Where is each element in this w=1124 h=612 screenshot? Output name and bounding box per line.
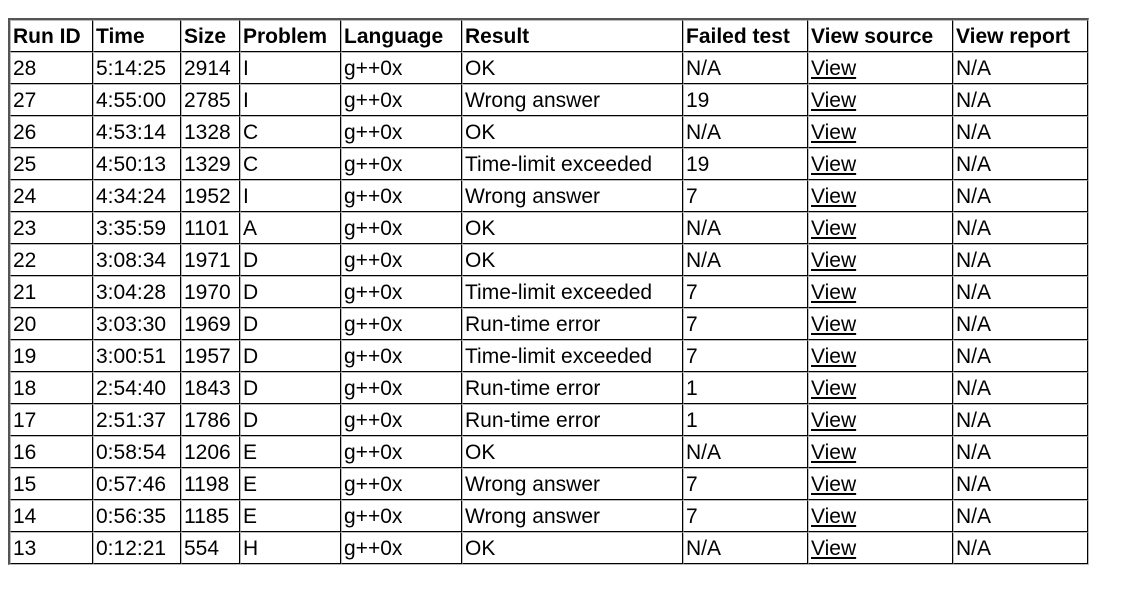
view-source-link[interactable]: View	[811, 216, 857, 240]
cell-view-report: N/A	[953, 52, 1088, 84]
cell-time: 0:57:46	[93, 468, 181, 500]
cell-size: 1969	[181, 308, 240, 340]
cell-view-source	[808, 436, 953, 468]
cell-time: 4:55:00	[93, 84, 181, 116]
cell-view-report: N/A	[953, 372, 1088, 404]
cell-problem: D	[240, 372, 341, 404]
view-source-link[interactable]: View	[811, 536, 857, 560]
table-body	[10, 52, 1088, 564]
table-row	[10, 468, 1088, 500]
view-source-link[interactable]: View	[811, 312, 857, 336]
cell-view-report: N/A	[953, 116, 1088, 148]
cell-problem: I	[240, 180, 341, 212]
cell-problem: I	[240, 84, 341, 116]
view-source-link[interactable]: View	[811, 248, 857, 272]
header-language: Language	[341, 20, 462, 52]
cell-view-report: N/A	[953, 276, 1088, 308]
cell-view-source	[808, 116, 953, 148]
cell-failed-test: 19	[683, 84, 808, 116]
cell-view-report: N/A	[953, 180, 1088, 212]
cell-run-id: 28	[10, 52, 93, 84]
table-row	[10, 404, 1088, 436]
cell-view-source	[808, 84, 953, 116]
cell-result: Wrong answer	[462, 180, 683, 212]
cell-view-source	[808, 532, 953, 564]
cell-view-source	[808, 500, 953, 532]
cell-result: Time-limit exceeded	[462, 148, 683, 180]
view-source-link[interactable]: View	[811, 280, 857, 304]
cell-size: 1843	[181, 372, 240, 404]
view-source-link[interactable]: View	[811, 376, 857, 400]
cell-time: 3:03:30	[93, 308, 181, 340]
table-row	[10, 116, 1088, 148]
cell-size: 1957	[181, 340, 240, 372]
cell-time: 4:34:24	[93, 180, 181, 212]
cell-language: g++0x	[341, 148, 462, 180]
cell-size: 1971	[181, 244, 240, 276]
cell-run-id: 25	[10, 148, 93, 180]
cell-language: g++0x	[341, 404, 462, 436]
cell-result: OK	[462, 532, 683, 564]
header-time: Time	[93, 20, 181, 52]
cell-time: 4:53:14	[93, 116, 181, 148]
view-source-link[interactable]: View	[811, 152, 857, 176]
cell-time: 3:00:51	[93, 340, 181, 372]
cell-problem: D	[240, 244, 341, 276]
view-source-link[interactable]: View	[811, 88, 857, 112]
table-header	[10, 20, 1088, 52]
cell-run-id: 22	[10, 244, 93, 276]
cell-language: g++0x	[341, 372, 462, 404]
header-size: Size	[181, 20, 240, 52]
view-source-link[interactable]: View	[811, 408, 857, 432]
cell-view-report: N/A	[953, 84, 1088, 116]
cell-language: g++0x	[341, 180, 462, 212]
cell-run-id: 26	[10, 116, 93, 148]
cell-result: Run-time error	[462, 404, 683, 436]
cell-time: 2:54:40	[93, 372, 181, 404]
cell-size: 1101	[181, 212, 240, 244]
cell-language: g++0x	[341, 212, 462, 244]
cell-problem: D	[240, 340, 341, 372]
cell-problem: I	[240, 52, 341, 84]
view-source-link[interactable]: View	[811, 184, 857, 208]
cell-failed-test: 1	[683, 404, 808, 436]
table-row	[10, 308, 1088, 340]
table-row	[10, 244, 1088, 276]
table-row	[10, 436, 1088, 468]
cell-time: 5:14:25	[93, 52, 181, 84]
cell-run-id: 23	[10, 212, 93, 244]
cell-language: g++0x	[341, 52, 462, 84]
cell-problem: C	[240, 116, 341, 148]
cell-failed-test: 1	[683, 372, 808, 404]
cell-view-report: N/A	[953, 532, 1088, 564]
cell-run-id: 21	[10, 276, 93, 308]
cell-language: g++0x	[341, 276, 462, 308]
cell-size: 1198	[181, 468, 240, 500]
runs-table	[8, 18, 1089, 565]
cell-problem: D	[240, 308, 341, 340]
header-failed-test: Failed test	[683, 20, 808, 52]
cell-size: 554	[181, 532, 240, 564]
cell-failed-test: 7	[683, 468, 808, 500]
cell-view-source	[808, 276, 953, 308]
table-row	[10, 500, 1088, 532]
cell-language: g++0x	[341, 308, 462, 340]
cell-size: 2785	[181, 84, 240, 116]
cell-run-id: 13	[10, 532, 93, 564]
view-source-link[interactable]: View	[811, 344, 857, 368]
cell-failed-test: N/A	[683, 116, 808, 148]
cell-result: OK	[462, 212, 683, 244]
table-row	[10, 148, 1088, 180]
cell-time: 0:12:21	[93, 532, 181, 564]
cell-language: g++0x	[341, 532, 462, 564]
cell-result: OK	[462, 116, 683, 148]
cell-view-source	[808, 180, 953, 212]
cell-problem: H	[240, 532, 341, 564]
cell-view-report: N/A	[953, 308, 1088, 340]
cell-problem: D	[240, 276, 341, 308]
cell-view-source	[808, 212, 953, 244]
cell-size: 1786	[181, 404, 240, 436]
cell-view-source	[808, 244, 953, 276]
cell-view-report: N/A	[953, 468, 1088, 500]
cell-run-id: 27	[10, 84, 93, 116]
cell-run-id: 16	[10, 436, 93, 468]
header-result: Result	[462, 20, 683, 52]
cell-failed-test: N/A	[683, 244, 808, 276]
cell-size: 1329	[181, 148, 240, 180]
cell-problem: D	[240, 404, 341, 436]
runs-table-container	[8, 18, 1089, 565]
cell-language: g++0x	[341, 244, 462, 276]
cell-run-id: 14	[10, 500, 93, 532]
cell-result: OK	[462, 244, 683, 276]
cell-problem: A	[240, 212, 341, 244]
view-source-link[interactable]: View	[811, 440, 857, 464]
cell-failed-test: 7	[683, 180, 808, 212]
cell-time: 3:08:34	[93, 244, 181, 276]
cell-view-source	[808, 404, 953, 436]
cell-view-source	[808, 372, 953, 404]
cell-failed-test: N/A	[683, 532, 808, 564]
cell-view-source	[808, 340, 953, 372]
view-source-link[interactable]: View	[811, 504, 857, 528]
cell-failed-test: 7	[683, 500, 808, 532]
cell-failed-test: N/A	[683, 52, 808, 84]
cell-problem: E	[240, 468, 341, 500]
cell-view-source	[808, 148, 953, 180]
header-run-id: Run ID	[10, 20, 93, 52]
cell-failed-test: N/A	[683, 212, 808, 244]
cell-view-source	[808, 52, 953, 84]
cell-problem: E	[240, 436, 341, 468]
cell-size: 1970	[181, 276, 240, 308]
cell-result: Wrong answer	[462, 500, 683, 532]
cell-size: 1328	[181, 116, 240, 148]
cell-size: 1952	[181, 180, 240, 212]
header-view-source: View source	[808, 20, 953, 52]
cell-language: g++0x	[341, 84, 462, 116]
cell-language: g++0x	[341, 116, 462, 148]
cell-view-report: N/A	[953, 148, 1088, 180]
view-source-link[interactable]: View	[811, 472, 857, 496]
cell-failed-test: 7	[683, 308, 808, 340]
cell-result: Time-limit exceeded	[462, 340, 683, 372]
cell-view-source	[808, 468, 953, 500]
cell-failed-test: N/A	[683, 436, 808, 468]
cell-time: 3:35:59	[93, 212, 181, 244]
cell-result: Time-limit exceeded	[462, 276, 683, 308]
table-row	[10, 340, 1088, 372]
header-problem: Problem	[240, 20, 341, 52]
table-row	[10, 212, 1088, 244]
cell-run-id: 18	[10, 372, 93, 404]
cell-time: 2:51:37	[93, 404, 181, 436]
cell-view-report: N/A	[953, 436, 1088, 468]
cell-result: Wrong answer	[462, 468, 683, 500]
cell-view-report: N/A	[953, 212, 1088, 244]
cell-problem: C	[240, 148, 341, 180]
table-row	[10, 84, 1088, 116]
cell-result: Run-time error	[462, 372, 683, 404]
cell-run-id: 17	[10, 404, 93, 436]
cell-problem: E	[240, 500, 341, 532]
header-row	[10, 20, 1088, 52]
view-source-link[interactable]: View	[811, 120, 857, 144]
cell-size: 1206	[181, 436, 240, 468]
table-row	[10, 372, 1088, 404]
cell-size: 2914	[181, 52, 240, 84]
cell-view-report: N/A	[953, 404, 1088, 436]
cell-size: 1185	[181, 500, 240, 532]
cell-failed-test: 7	[683, 276, 808, 308]
table-row	[10, 276, 1088, 308]
cell-time: 0:56:35	[93, 500, 181, 532]
cell-view-source	[808, 308, 953, 340]
header-view-report: View report	[953, 20, 1088, 52]
cell-result: OK	[462, 52, 683, 84]
table-row	[10, 180, 1088, 212]
cell-failed-test: 7	[683, 340, 808, 372]
cell-time: 0:58:54	[93, 436, 181, 468]
cell-language: g++0x	[341, 436, 462, 468]
cell-view-report: N/A	[953, 340, 1088, 372]
view-source-link[interactable]: View	[811, 56, 857, 80]
cell-run-id: 20	[10, 308, 93, 340]
cell-result: Wrong answer	[462, 84, 683, 116]
cell-language: g++0x	[341, 500, 462, 532]
cell-language: g++0x	[341, 340, 462, 372]
cell-view-report: N/A	[953, 244, 1088, 276]
cell-run-id: 24	[10, 180, 93, 212]
cell-result: OK	[462, 436, 683, 468]
cell-language: g++0x	[341, 468, 462, 500]
table-row	[10, 532, 1088, 564]
cell-time: 4:50:13	[93, 148, 181, 180]
table-row	[10, 52, 1088, 84]
cell-time: 3:04:28	[93, 276, 181, 308]
cell-run-id: 19	[10, 340, 93, 372]
cell-result: Run-time error	[462, 308, 683, 340]
cell-view-report: N/A	[953, 500, 1088, 532]
cell-failed-test: 19	[683, 148, 808, 180]
cell-run-id: 15	[10, 468, 93, 500]
